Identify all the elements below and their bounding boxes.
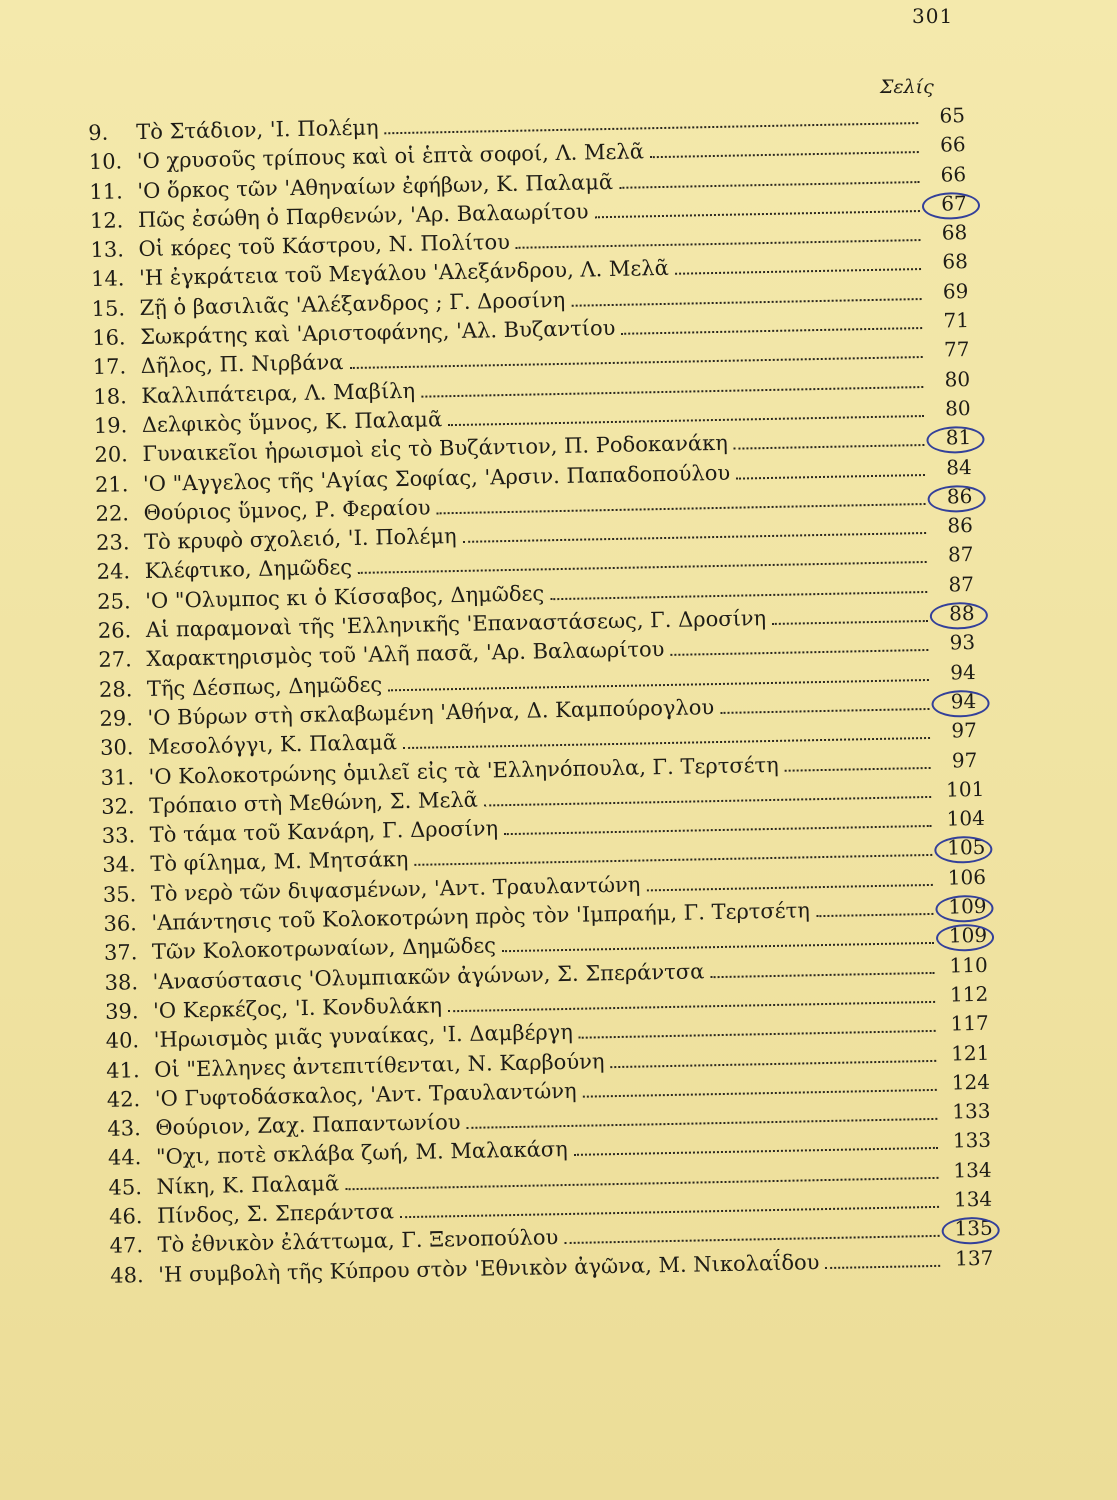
page-reference: 71 xyxy=(943,308,970,333)
toc-entry-title: 'Ο Βύρων στὴ σκλαβωμένη 'Αθήνα, Δ. Καμπούρογλου xyxy=(147,695,715,730)
page-reference: 68 xyxy=(942,249,969,275)
page-reference: 121 xyxy=(950,1040,990,1066)
toc-entry-number: 24. xyxy=(96,559,131,585)
page-reference: 93 xyxy=(949,630,976,655)
toc-entry-number: 12. xyxy=(89,208,124,233)
toc-entry-title: Οἱ "Ελληνες ἀντεπιτίθενται, Ν. Καρβούνη xyxy=(154,1048,605,1082)
toc-entry-number: 21. xyxy=(94,471,129,497)
toc-entry-number: 36. xyxy=(103,911,138,936)
dot-leader xyxy=(484,796,931,807)
page-reference: 68 xyxy=(941,220,968,245)
dot-leader xyxy=(448,415,924,426)
toc-entry-title: Τὸ ἐθνικὸν ἐλάττωμα, Γ. Ξενοπούλου xyxy=(157,1225,559,1258)
dot-leader xyxy=(437,503,926,514)
page-reference: 124 xyxy=(951,1069,991,1095)
toc-entry-number: 22. xyxy=(95,501,130,526)
toc-entry-title: 'Ηρωισμὸς μιᾶς γυναίκας, 'Ι. Δαμβέργη xyxy=(153,1020,574,1053)
page-reference: 104 xyxy=(946,805,986,831)
circled-page-number: 88 xyxy=(928,599,997,630)
toc-entry-title: Μεσολόγγι, Κ. Παλαμᾶ xyxy=(147,730,398,760)
toc-entry-number: 28. xyxy=(98,676,133,702)
toc-entry-number: 48. xyxy=(109,1262,144,1288)
page-reference: 112 xyxy=(949,981,989,1007)
page-reference: 134 xyxy=(953,1157,992,1183)
toc-entry-title: "Οχι, ποτὲ σκλάβα ζωή, Μ. Μαλακάση xyxy=(155,1137,568,1170)
toc-entry-number: 18. xyxy=(93,383,127,409)
toc-entry-title: Τῆς Δέσπως, Δημῶδες xyxy=(146,672,383,701)
toc-entry-number: 26. xyxy=(97,618,132,643)
toc-entry-number: 44. xyxy=(107,1145,142,1171)
toc-entry-number: 34. xyxy=(102,852,136,878)
circled-page-number: 67 xyxy=(920,189,989,220)
dot-leader xyxy=(675,269,921,276)
page-reference: 80 xyxy=(944,366,971,392)
toc-entry-number: 31. xyxy=(100,764,135,790)
dot-leader xyxy=(385,122,919,134)
toc-entry-number: 47. xyxy=(109,1233,144,1259)
toc-entry-number: 41. xyxy=(106,1057,140,1083)
dot-leader xyxy=(504,825,932,835)
toc-entry-number: 9. xyxy=(88,120,109,145)
toc-entry-number: 15. xyxy=(91,296,126,321)
toc-entry-number: 40. xyxy=(105,1028,140,1054)
toc-entry-title: Τὸ φίλημα, Μ. Μητσάκη xyxy=(150,847,409,877)
page-reference: 110 xyxy=(949,952,988,978)
toc-entry-title: Τὸ νερὸ τῶν διψασμένων, 'Αντ. Τραυλαντώνη xyxy=(150,872,641,906)
dot-leader xyxy=(826,1264,941,1268)
page-reference: 84 xyxy=(946,454,972,480)
dot-leader xyxy=(816,913,934,917)
toc-entry-title: 'Ο Κολοκοτρώνης ὁμιλεῖ εἰς τὰ 'Ελληνόπουλα, Γ. Τερτσέτη xyxy=(148,752,779,789)
page-reference: 80 xyxy=(944,396,971,421)
toc-entry-title: 'Ο χρυσοῦς τρίπους καὶ οἱ ἑπτὰ σοφοί, Λ. Μελᾶ xyxy=(136,139,645,174)
toc-entry-title: Τῶν Κολοκοτρωναίων, Δημῶδες xyxy=(151,933,497,965)
toc-entry-title: Πῶς ἐσώθη ὁ Παρθενών, 'Αρ. Βαλαωρίτου xyxy=(137,199,589,232)
circled-page-number: 86 xyxy=(925,481,994,512)
toc-entry-title: Νίκη, Κ. Παλαμᾶ xyxy=(156,1171,340,1199)
dot-leader xyxy=(516,239,921,249)
toc-entry-number: 16. xyxy=(91,325,126,351)
toc-entry-number: 27. xyxy=(98,647,133,673)
dot-leader xyxy=(736,474,925,480)
page-reference: 87 xyxy=(947,542,974,567)
page-reference: 65 xyxy=(939,103,966,128)
toc-entry-number: 35. xyxy=(102,881,137,907)
toc-entry-number: 32. xyxy=(100,794,135,819)
page-column-header: Σελίς xyxy=(880,76,934,98)
toc-entry-title: 'Η συμβολὴ τῆς Κύπρου στὸν 'Εθνικὸν ἀγῶνα, Μ. Νικολαΐδου xyxy=(157,1249,820,1287)
dot-leader xyxy=(388,679,929,691)
table-of-contents xyxy=(88,103,940,1291)
toc-entry-title: 'Η ἐγκράτεια τοῦ Μεγάλου 'Αλεξάνδρου, Λ. Μελᾶ xyxy=(138,256,670,291)
dot-leader xyxy=(403,737,930,749)
dot-leader xyxy=(595,210,920,218)
toc-entry-title: Τὸ τάμα τοῦ Κανάρη, Γ. Δροσίνη xyxy=(149,816,499,848)
toc-entry-number: 29. xyxy=(99,706,134,731)
dot-leader xyxy=(734,444,925,450)
dot-leader xyxy=(571,298,921,307)
circled-page-number: 81 xyxy=(924,423,993,454)
toc-entry-title: Δελφικὸς ὕμνος, Κ. Παλαμᾶ xyxy=(141,407,443,437)
toc-entry-title: 'Ο Κερκέζος, 'Ι. Κονδυλάκη xyxy=(152,993,443,1023)
dot-leader xyxy=(448,1001,935,1012)
toc-entry-title: Σωκράτης καὶ 'Αριστοφάνης, 'Αλ. Βυζαντίου xyxy=(139,315,616,350)
toc-entry-title: 'Ο Γυφτοδάσκαλος, 'Αντ. Τραυλαντώνη xyxy=(154,1078,577,1111)
toc-entry-number: 30. xyxy=(99,735,134,761)
toc-entry-number: 10. xyxy=(88,149,123,175)
toc-entry-number: 14. xyxy=(90,266,125,292)
toc-entry-title: Θούριος ὕμνος, Ρ. Φεραίου xyxy=(143,495,431,525)
page-reference: 77 xyxy=(943,337,970,362)
toc-entry-title: Αἱ παραμοναὶ τῆς 'Ελληνικῆς 'Επαναστάσεως, Γ. Δροσίνη xyxy=(145,606,767,643)
page-number: 301 xyxy=(912,4,954,28)
dot-leader xyxy=(622,327,923,335)
dot-leader xyxy=(646,884,932,891)
toc-entry-title: Τὸ κρυφὸ σχολειό, 'Ι. Πολέμη xyxy=(143,524,457,555)
page-reference: 137 xyxy=(954,1245,994,1271)
dot-leader xyxy=(400,1206,939,1218)
toc-entry-number: 42. xyxy=(106,1086,141,1112)
page-reference: 134 xyxy=(953,1186,993,1212)
dot-leader xyxy=(467,1118,938,1129)
toc-entry-number: 33. xyxy=(101,823,136,848)
toc-entry-title: 'Ανασύστασις 'Ολυμπιακῶν ἀγώνων, Σ. Σπεράντσα xyxy=(152,958,705,994)
toc-entry-title: Θούριον, Ζαχ. Παπαντωνίου xyxy=(155,1110,461,1140)
dot-leader xyxy=(710,972,934,978)
page-reference: 66 xyxy=(939,132,966,157)
toc-entry-number: 19. xyxy=(93,413,128,438)
dot-leader xyxy=(574,1147,938,1156)
toc-entry-number: 20. xyxy=(94,442,129,468)
dot-leader xyxy=(650,151,919,158)
toc-entry-title: 'Απάντησις τοῦ Κολοκοτρώνη πρὸς τὸν 'Ιμπραήμ, Γ. Τερτσέτη xyxy=(151,898,811,935)
page-reference: 133 xyxy=(952,1128,992,1153)
page-reference: 66 xyxy=(940,161,967,187)
toc-entry-number: 25. xyxy=(97,589,131,614)
dot-leader xyxy=(414,854,932,866)
dot-leader xyxy=(502,942,934,952)
dot-leader xyxy=(421,386,923,398)
toc-entry-title: Καλλιπάτειρα, Λ. Μαβίλη xyxy=(141,378,416,408)
dot-leader xyxy=(611,1059,937,1067)
circled-page-number: 94 xyxy=(929,687,998,718)
circled-page-number: 135 xyxy=(939,1214,1008,1245)
toc-entry-number: 17. xyxy=(92,354,127,380)
toc-entry-title: 'Ο "Αγγελος τῆς 'Αγίας Σοφίας, 'Αρσιν. Παπαδοπούλου xyxy=(142,460,731,496)
dot-leader xyxy=(583,1089,937,1098)
toc-entry-number: 45. xyxy=(108,1174,143,1200)
dot-leader xyxy=(550,591,927,600)
page-reference: 133 xyxy=(952,1098,991,1124)
page-reference: 106 xyxy=(947,864,987,890)
circled-page-number: 109 xyxy=(933,892,1002,923)
toc-entry-title: Τὸ Στάδιον, 'Ι. Πολέμη xyxy=(136,115,379,145)
toc-entry-title: Οἱ κόρες τοῦ Κάστρου, Ν. Πολίτου xyxy=(138,230,511,262)
toc-entry-number: 43. xyxy=(107,1116,142,1141)
dot-leader xyxy=(564,1235,939,1244)
toc-entry-number: 37. xyxy=(103,940,138,966)
toc-entry-title: Τρόπαιο στὴ Μεθώνη, Σ. Μελᾶ xyxy=(148,787,479,818)
toc-entry-title: Πίνδος, Σ. Σπεράντσα xyxy=(156,1199,395,1228)
dot-leader xyxy=(772,620,928,625)
toc-entry-title: 'Ο "Ολυμπος κι ὁ Κίσσαβος, Δημῶδες xyxy=(145,581,545,613)
dot-leader xyxy=(463,532,926,543)
toc-entry-number: 38. xyxy=(104,969,139,995)
page-reference: 117 xyxy=(950,1011,990,1036)
toc-entry-title: Κλέφτικο, Δημῶδες xyxy=(144,555,353,584)
circled-page-number: 105 xyxy=(932,833,1001,864)
dot-leader xyxy=(720,708,929,714)
page-reference: 94 xyxy=(949,659,976,685)
toc-entry-title: Δῆλος, Π. Νιρβάνα xyxy=(140,350,344,379)
page-reference: 86 xyxy=(947,513,974,538)
page-reference: 97 xyxy=(951,747,978,772)
toc-entry-number: 46. xyxy=(108,1204,143,1229)
page-reference: 97 xyxy=(951,718,978,743)
toc-entry-title: 'Ο ὅρκος τῶν 'Αθηναίων ἐφήβων, Κ. Παλαμᾶ xyxy=(137,169,614,203)
page-reference: 87 xyxy=(948,571,975,597)
toc-entry-title: Ζῇ ὁ βασιλιᾶς 'Αλέξανδρος ; Γ. Δροσίνη xyxy=(139,287,566,320)
toc-entry-number: 39. xyxy=(104,999,139,1024)
page-reference: 69 xyxy=(942,278,969,304)
dot-leader xyxy=(579,1030,936,1039)
page-reference: 101 xyxy=(945,776,985,802)
dot-leader xyxy=(671,649,929,656)
toc-entry-number: 11. xyxy=(89,178,124,204)
dot-leader xyxy=(785,766,931,771)
dot-leader xyxy=(619,181,919,189)
toc-entry-title: Χαρακτηρισμὸς τοῦ 'Αλῆ πασᾶ, 'Αρ. Βαλαωρίτου xyxy=(146,637,665,672)
toc-entry-title: Γυναικεῖοι ἡρωισμοὶ εἰς τὸ Βυζάντιον, Π. Ροδοκανάκη xyxy=(142,431,729,467)
circled-page-number: 109 xyxy=(934,921,1003,952)
toc-entry-number: 23. xyxy=(95,530,130,556)
toc-entry-number: 13. xyxy=(90,237,125,263)
